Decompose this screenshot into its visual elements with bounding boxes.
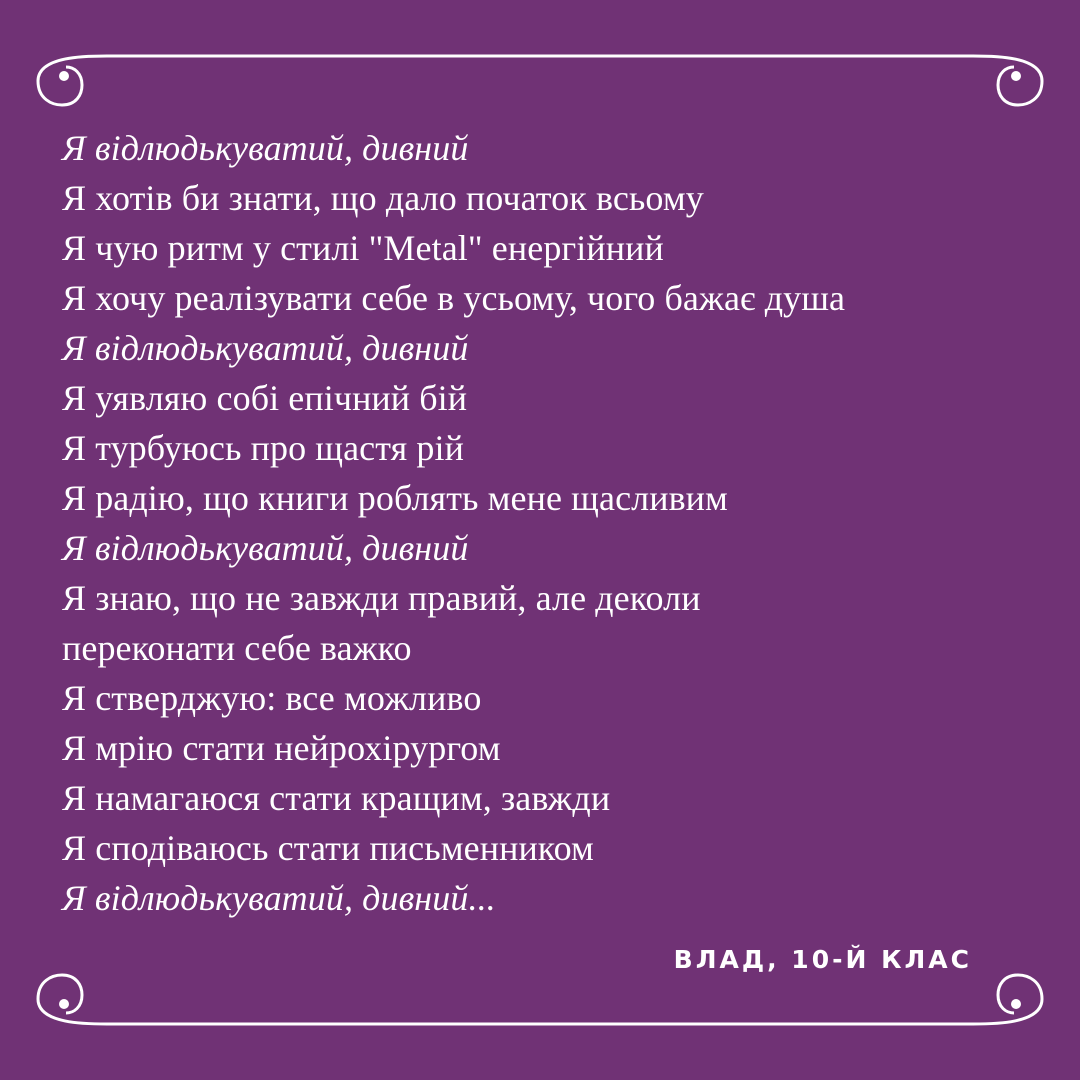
author-signature: ВЛАД, 10-Й КЛАС bbox=[673, 945, 972, 974]
spiral-ornament-icon bbox=[970, 56, 1042, 105]
poem-line: Я уявляю собі епічний бій bbox=[62, 378, 468, 418]
poem-line: Я хочу реалізувати себе в усьому, чого бажає душа bbox=[62, 278, 846, 318]
poem-line: Я намагаюся стати кращим, завжди bbox=[62, 778, 611, 818]
poem-line: Я радію, що книги роблять мене щасливим bbox=[62, 478, 728, 518]
poem-line: Я турбуюсь про щастя рій bbox=[62, 428, 464, 468]
poem-line: переконати себе важко bbox=[62, 628, 412, 668]
poem-line: Я відлюдькуватий, дивний bbox=[62, 528, 469, 568]
poem-line: Я стверджую: все можливо bbox=[62, 678, 482, 718]
poem-line: Я відлюдькуватий, дивний bbox=[62, 328, 469, 368]
poem-line: Я відлюдькуватий, дивний... bbox=[62, 878, 496, 918]
poem-line: Я мрію стати нейрохірургом bbox=[62, 728, 501, 768]
spiral-ornament-icon bbox=[38, 56, 110, 105]
spiral-ornament-icon bbox=[38, 975, 110, 1024]
poem-line: Я сподіваюсь стати письменником bbox=[62, 828, 594, 868]
poem-text bbox=[62, 123, 1052, 923]
poem-line: Я знаю, що не завжди правий, але деколи bbox=[62, 578, 701, 618]
poem-line: Я хотів би знати, що дало початок всьому bbox=[62, 178, 704, 218]
poem-line: Я чую ритм у стилі "Metal" енергійний bbox=[62, 228, 664, 268]
spiral-ornament-icon bbox=[970, 975, 1042, 1024]
poem-line: Я відлюдькуватий, дивний bbox=[62, 128, 469, 168]
